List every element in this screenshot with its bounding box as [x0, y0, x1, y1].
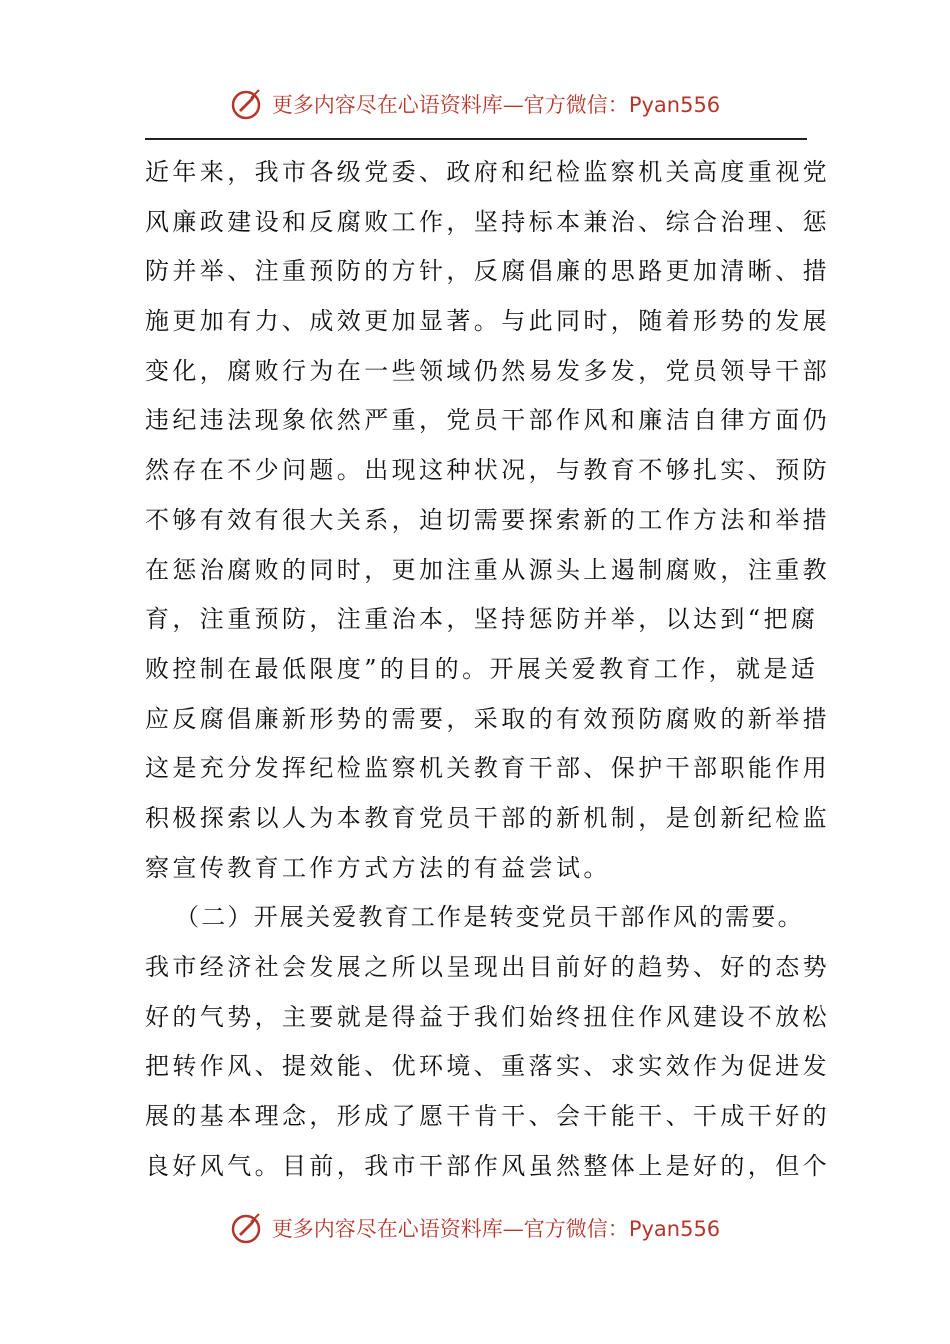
text-line: 积极探索以人为本教育党员干部的新机制，是创新纪检监 — [145, 803, 830, 832]
document-body — [145, 148, 845, 1191]
text-line: 违纪违法现象依然严重，党员干部作风和廉洁自律方面仍 — [145, 406, 830, 435]
text-line: 不够有效有很大关系，迫切需要探索新的工作方法和举措 — [145, 505, 830, 534]
text-line: 我市经济社会发展之所以呈现出目前好的趋势、好的态势 — [145, 953, 830, 981]
text-line: 在惩治腐败的同时，更加注重从源头上遏制腐败，注重教 — [145, 555, 830, 584]
footer-banner-text: 更多内容尽在心语资料库—官方微信：Pyan556 — [271, 1217, 721, 1241]
header-divider — [145, 138, 807, 140]
footer-banner — [0, 1206, 950, 1250]
text-line: 这是充分发挥纪检监察机关教育干部、保护干部职能作用 — [145, 754, 830, 783]
pen-logo-icon — [230, 1210, 266, 1246]
header-banner-text: 更多内容尽在心语资料库—官方微信：Pyan556 — [271, 93, 721, 117]
text-line: 应反腐倡廉新形势的需要，采取的有效预防腐败的新举措 — [145, 704, 830, 733]
text-line: 变化，腐败行为在一些领域仍然易发多发，党员领导干部 — [145, 356, 830, 385]
section-heading: （二）开展关爱教育工作是转变党员干部作风的需要。 — [175, 903, 804, 932]
text-line: 施更加有力、成效更加显著。与此同时，随着形势的发展 — [145, 307, 830, 336]
text-line: 良好风气。目前，我市干部作风虽然整体上是好的，但个 — [145, 1151, 830, 1180]
text-line: 近年来，我市各级党委、政府和纪检监察机关高度重视党 — [145, 158, 830, 186]
header-banner — [0, 82, 950, 126]
text-line: 察宣传教育工作方式方法的有益尝试。 — [145, 853, 611, 882]
pen-logo-icon — [230, 86, 266, 122]
text-line: 育，注重预防，注重治本，坚持惩防并举，以达到“把腐 — [145, 605, 819, 634]
text-line: 风廉政建设和反腐败工作，坚持标本兼治、综合治理、惩 — [145, 207, 830, 236]
text-line: 展的基本理念，形成了愿干肯干、会干能干、干成干好的 — [145, 1102, 830, 1131]
text-line: 把转作风、提效能、优环境、重落实、求实效作为促进发 — [145, 1052, 830, 1081]
text-line: 好的气势，主要就是得益于我们始终扭住作风建设不放松 — [145, 1002, 830, 1031]
text-line: 败控制在最低限度”的目的。开展关爱教育工作，就是适 — [145, 654, 819, 683]
text-line: 然存在不少问题。出现这种状况，与教育不够扎实、预防 — [145, 456, 830, 485]
text-line: 防并举、注重预防的方针，反腐倡廉的思路更加清晰、措 — [145, 257, 830, 286]
